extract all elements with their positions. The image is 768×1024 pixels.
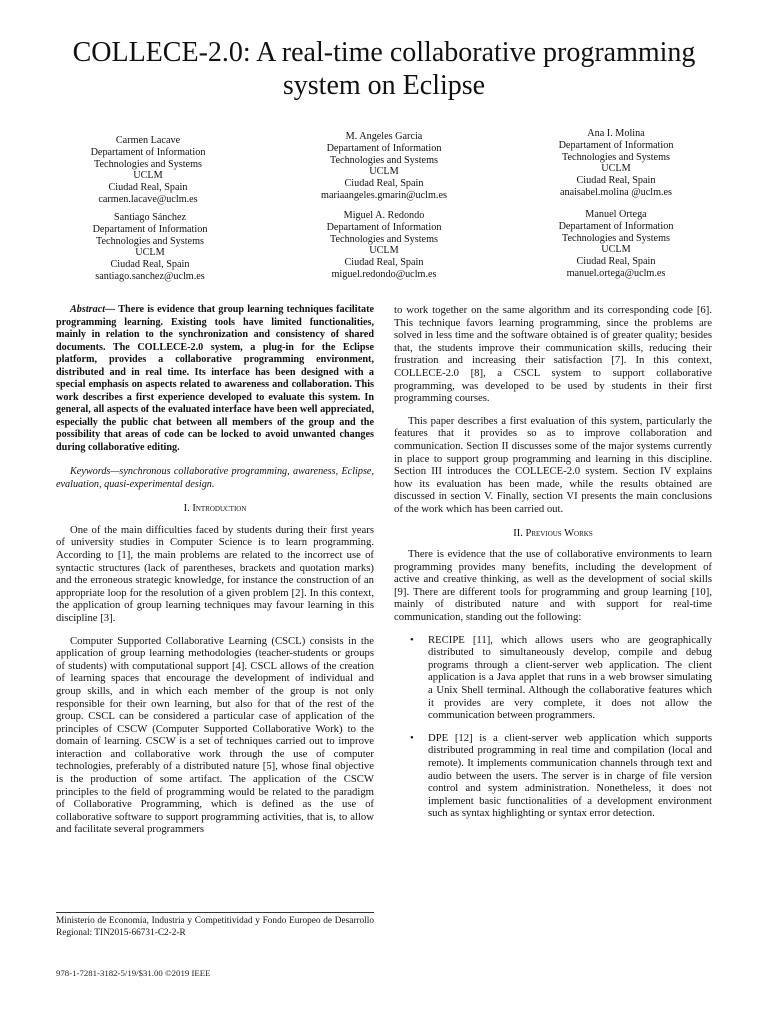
abstract xyxy=(56,304,374,454)
author-dept: Technologies and Systems xyxy=(562,151,670,163)
author-dept: Departament of Information xyxy=(90,146,206,158)
author-name: Manuel Ortega xyxy=(585,209,647,220)
keywords-text: —synchronous collaborative programming, awareness, Eclipse, evaluation, quasi-experimental design. xyxy=(56,466,374,490)
list-item-text: RECIPE [11], which allows users who are geographically distributed to simultaneously develop, compile and debug programs through a client-server web application. The client application is a Java applet that runs in a web browser simulating a Unix Shell terminal. Although the collaborative features which it provides are very complete, it does not allow the communication between programmers. xyxy=(428,633,712,722)
previous-works-paragraph-1: There is evidence that the use of collaborative environments to learn programming provides many benefits, including the development of active and creative thinking, as well as the development of social skills [9]. There are different tools for programming and group learning [10], mainly of distributed nature and with support for real-time communication, standing out the following: xyxy=(394,548,712,624)
author-block-6 xyxy=(516,209,716,280)
footnote-divider xyxy=(56,912,374,913)
author-city: Ciudad Real, Spain xyxy=(344,257,424,269)
bullet-icon: • xyxy=(410,633,414,646)
author-org: UCLM xyxy=(135,247,165,259)
intro-paragraph-2: Computer Supported Collaborative Learning (CSCL) consists in the application of group learning methodologies (teacher-students or groups of students) with computational support [4]. CSCL allows of the creation of learning spaces that encourage the development of individual and group skills, and in which each member of the group is not only responsible for their own learning, but also for that of the rest of the group. CSCL can be considered a particular case of application of the principles of CSCW (Computer Supported Collaborative Work) to the domain of learning. CSCW is a set of techniques carried out to improve interaction and collaborative work through the use of computer technologies, preferably of a distributed nature [5], whose final objective is the production of some artifact. The application of the CSCW principles to the field of programming would be related to the paradigm of Collaborative Programming, which is defined as the use of collaborative software to support programming activities, that is, to allow and facilitate several programmers xyxy=(56,634,374,836)
author-dept: Technologies and Systems xyxy=(94,158,202,170)
author-dept: Departament of Information xyxy=(92,223,208,235)
abstract-label: Abstract— xyxy=(70,304,116,315)
intro-paragraph-2-continued: to work together on the same algorithm and its corresponding code [6]. This technique favors learning programming, since the problems are solved in less time and the software obtained is of greater quality; besides that, the students improve their communication skills, reducing their frustration and increasing their satisfaction [7]. In this context, COLLECE-2.0 [8], a CSCL system to support collaborative programming, was developed to be used by students in their first programming courses. xyxy=(394,304,712,405)
author-block-3 xyxy=(516,128,716,199)
author-org: UCLM xyxy=(133,170,163,182)
author-dept: Departament of Information xyxy=(558,139,674,151)
author-name: Miguel A. Redondo xyxy=(343,210,425,221)
author-city: Ciudad Real, Spain xyxy=(108,182,188,194)
author-dept: Departament of Information xyxy=(326,142,442,154)
paper-title: COLLECE-2.0: A real-time collaborative programming system on Eclipse xyxy=(72,37,696,101)
author-email: anaisabel.molina @uclm.es xyxy=(559,186,673,198)
author-dept: Departament of Information xyxy=(326,221,442,233)
author-name: Carmen Lacave xyxy=(115,135,181,146)
author-org: UCLM xyxy=(369,166,399,178)
author-block-4 xyxy=(50,212,250,283)
author-block-5 xyxy=(284,210,484,281)
author-city: Ciudad Real, Spain xyxy=(576,256,656,268)
list-item-text: DPE [12] is a client-server web application which supports distributed programming in real time and compilation (local and remote). It implements communication channels through text and audio between the users. The server is in charge of file version control and system administration. Nonetheless, it does not implement basic functionalities of a development environment such as syntax highlighting or syntax error detection. xyxy=(428,731,712,820)
author-city: Ciudad Real, Spain xyxy=(576,175,656,187)
bullet-icon: • xyxy=(410,731,414,744)
left-column xyxy=(56,304,374,846)
copyright-notice: 978-1-7281-3182-5/19/$31.00 ©2019 IEEE xyxy=(56,968,211,978)
section-heading-introduction: I. Introduction xyxy=(183,503,247,515)
author-email: santiago.sanchez@uclm.es xyxy=(95,270,205,282)
author-dept: Technologies and Systems xyxy=(330,154,438,166)
author-name: Ana I. Molina xyxy=(587,128,645,139)
list-item xyxy=(394,732,712,820)
author-org: UCLM xyxy=(601,163,631,175)
footnote: Ministerio de Economía, Industria y Competitividad y Fondo Europeo de Desarrollo Regional: TIN2015-66731-C2-2-R xyxy=(56,916,374,938)
right-column xyxy=(394,304,712,830)
author-email: mariaangeles.gmarin@uclm.es xyxy=(321,189,447,201)
list-item xyxy=(394,634,712,722)
author-email: miguel.redondo@uclm.es xyxy=(331,268,437,280)
section-heading-previous-works: II. Previous Works xyxy=(513,527,593,539)
author-dept: Departament of Information xyxy=(558,220,674,232)
author-block-1 xyxy=(48,135,248,206)
author-city: Ciudad Real, Spain xyxy=(344,178,424,190)
abstract-text: There is evidence that group learning techniques facilitate programming learning. Existing tools have limited functionalities, mainly in relation to the synchronization and consistency of shared documents. The COLLECE-2.0 system, a plug-in for the Eclipse platform, provides a collaborative programming environment, distributed and in real time. Its interface has been designed with a special emphasis on aspects related to awareness and collaboration. This work describes a first experience developed to evaluate this system. In general, all aspects of the evaluated interface have been well appreciated, especially the public chat between all members of the group and the possibility that areas of code can be locked to avoid unwanted changes during collaborative editing. xyxy=(56,304,374,453)
author-email: carmen.lacave@uclm.es xyxy=(98,193,198,205)
author-name: M. Angeles Garcia xyxy=(345,131,423,142)
author-city: Ciudad Real, Spain xyxy=(110,259,190,271)
author-block-2 xyxy=(284,131,484,202)
author-dept: Technologies and Systems xyxy=(562,232,670,244)
author-org: UCLM xyxy=(369,245,399,257)
author-email: manuel.ortega@uclm.es xyxy=(566,267,666,279)
keywords-label: Keywords xyxy=(70,466,111,477)
author-name: Santiago Sánchez xyxy=(113,212,187,223)
author-dept: Technologies and Systems xyxy=(330,233,438,245)
keywords xyxy=(56,466,374,491)
intro-paragraph-1: One of the main difficulties faced by students during their first years of university studies in Computer Science is to learn programming. According to [1], the main problems are related to the incorrect use of syntactic structures (lack of parentheses, brackets and quotation marks) and the erroneous strategic knowledge, for instance the construction of an appropriate loop for the resolution of a given problem [2]. In this context, the application of group learning techniques may favour learning in this discipline [3]. xyxy=(56,523,374,624)
tools-list xyxy=(394,634,712,820)
intro-paragraph-3: This paper describes a first evaluation of this system, particularly the features that it provides so as to improve collaboration and communication. Section II discusses some of the major systems currently in place to support group programming and learning in this discipline. Section III introduces the COLLECE-2.0 system. Section IV explains how its evaluation has been made, while the results obtained are discussed in section V. Finally, section VI presents the main conclusions of the work which has been carried out. xyxy=(394,414,712,515)
author-dept: Technologies and Systems xyxy=(96,235,204,247)
author-org: UCLM xyxy=(601,244,631,256)
